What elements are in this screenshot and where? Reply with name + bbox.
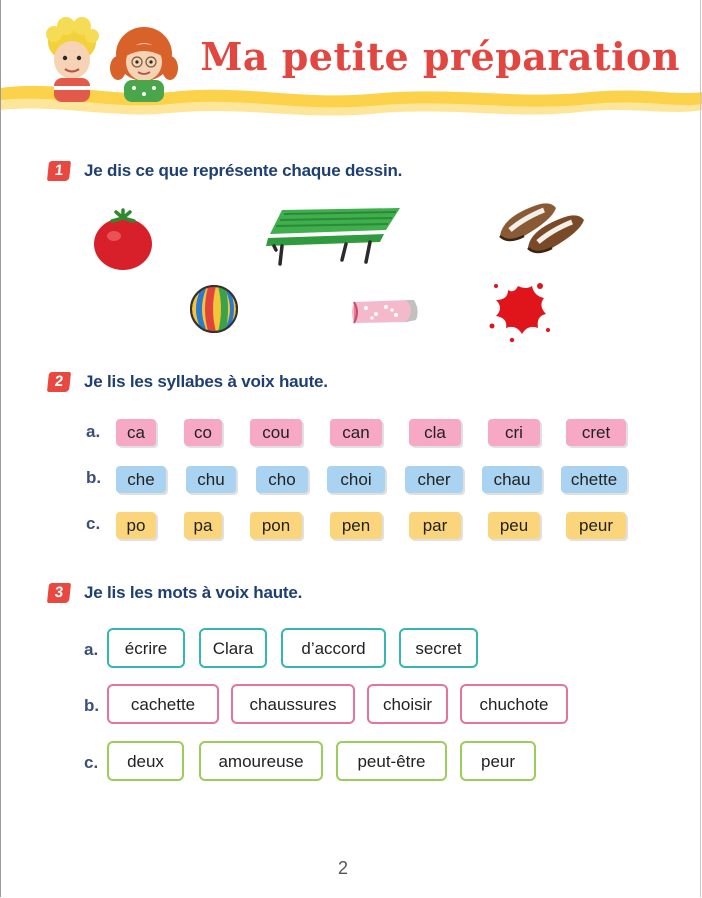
syllable-tile: pon	[250, 512, 302, 539]
exercise-instruction: Je lis les syllabes à voix haute.	[84, 372, 328, 391]
boy-icon	[46, 17, 99, 102]
park-bench-icon	[262, 200, 404, 268]
syllable-row-letter: c.	[86, 514, 101, 533]
syllable-tile: can	[330, 419, 382, 446]
word-box: chuchote	[460, 684, 568, 724]
ball-icon	[188, 283, 240, 335]
word-box: amoureuse	[199, 741, 323, 781]
word-box: d’accord	[281, 628, 386, 668]
word-box: écrire	[107, 628, 185, 668]
word-box: chaussures	[231, 684, 355, 724]
page-title: Ma petite préparation	[200, 34, 680, 79]
word-row-letter: a.	[84, 640, 99, 659]
word-row-letter: b.	[84, 696, 100, 715]
syllable-row-letter: b.	[86, 468, 102, 487]
syllable-tile: cri	[488, 419, 540, 446]
word-box: Clara	[199, 628, 267, 668]
exercise-number-badge: 3	[47, 583, 71, 603]
exercise-1-heading	[48, 158, 402, 184]
word-row-letter: c.	[84, 753, 99, 772]
syllable-tile: ca	[116, 419, 156, 446]
exercise-instruction: Je lis les mots à voix haute.	[84, 583, 303, 602]
tomato-icon	[90, 208, 156, 272]
page-number: 2	[337, 858, 348, 878]
exercise-number-badge: 1	[47, 161, 71, 181]
syllable-tile: cho	[256, 466, 308, 493]
girl-icon	[110, 27, 178, 102]
exercise-instruction: Je dis ce que représente chaque dessin.	[84, 161, 403, 180]
syllable-tile: chu	[186, 466, 236, 493]
syllable-tile: chette	[561, 466, 627, 493]
ink-splash-icon	[482, 276, 556, 346]
syllable-tile: cou	[250, 419, 302, 446]
syllable-tile: peur	[566, 512, 626, 539]
exercise-number-badge: 2	[47, 372, 71, 392]
word-box: choisir	[367, 684, 448, 724]
syllable-tile: co	[184, 419, 222, 446]
syllable-row-letter: a.	[86, 422, 101, 441]
syllable-tile: po	[116, 512, 156, 539]
shoes-icon	[494, 196, 590, 254]
syllable-tile: choi	[327, 466, 385, 493]
word-box: secret	[399, 628, 478, 668]
syllable-tile: pa	[184, 512, 222, 539]
syllable-tile: par	[409, 512, 461, 539]
pencil-case-icon	[350, 296, 420, 326]
syllable-tile: pen	[330, 512, 382, 539]
syllable-tile: peu	[488, 512, 540, 539]
syllable-tile: cret	[566, 419, 626, 446]
word-box: cachette	[107, 684, 219, 724]
syllable-tile: che	[116, 466, 166, 493]
children-illustration	[40, 12, 180, 102]
syllable-tile: cla	[409, 419, 461, 446]
exercise-3-heading	[48, 580, 302, 606]
syllable-tile: cher	[405, 466, 463, 493]
word-box: peut-être	[336, 741, 447, 781]
word-box: deux	[107, 741, 184, 781]
syllable-tile: chau	[482, 466, 542, 493]
word-box: peur	[460, 741, 536, 781]
exercise-2-heading	[48, 369, 328, 395]
